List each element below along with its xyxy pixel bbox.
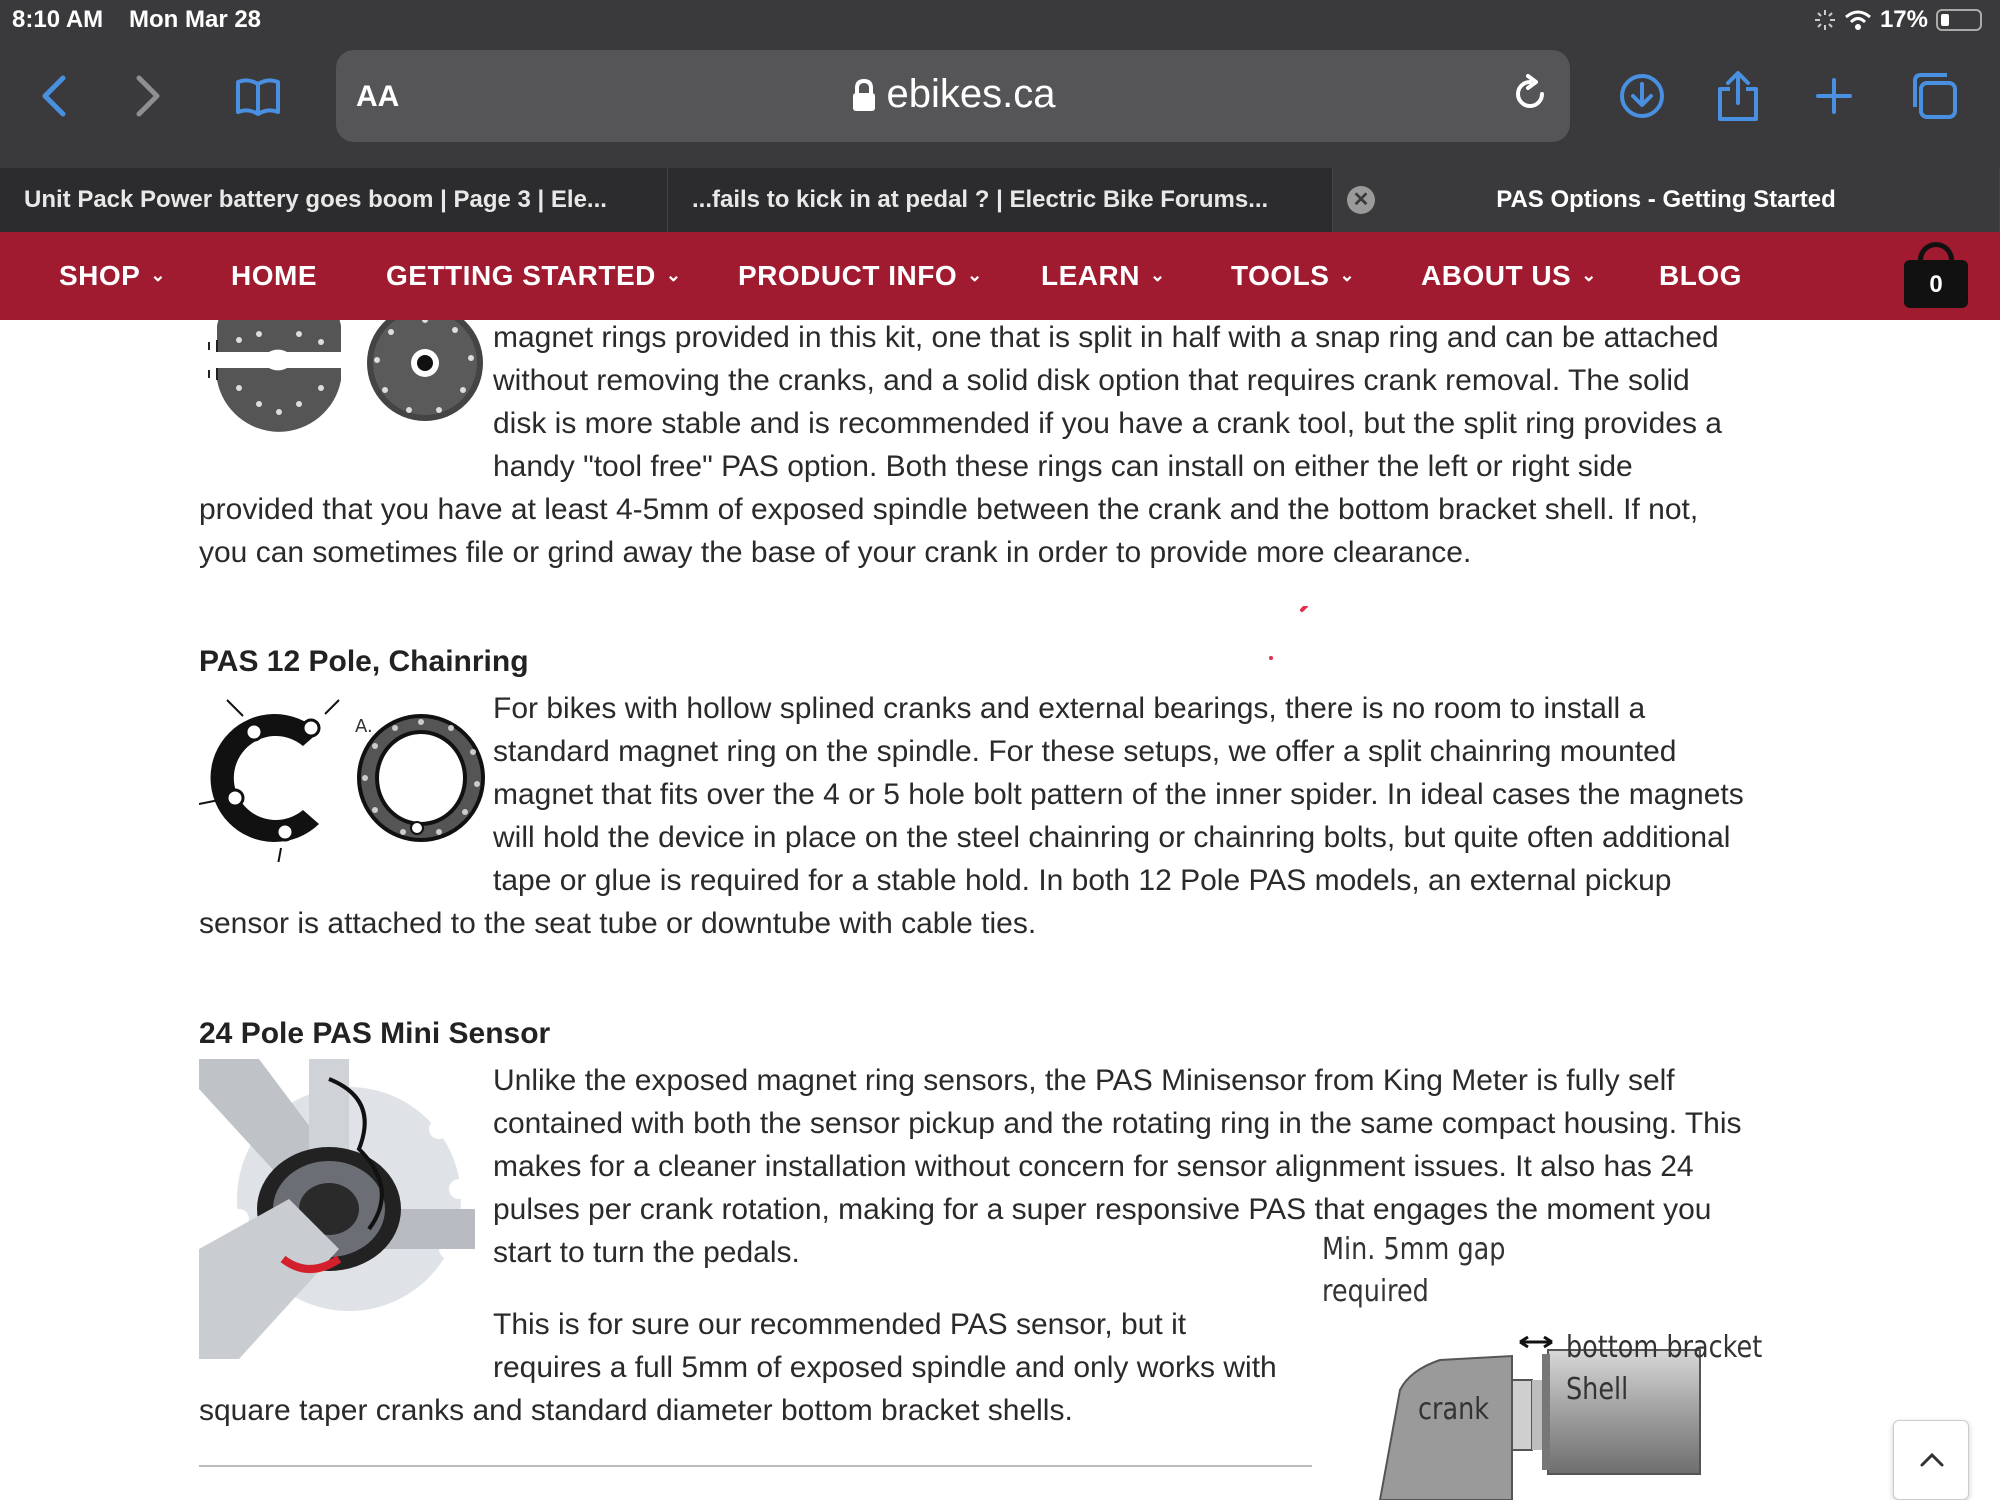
nav-label: TOOLS (1231, 260, 1330, 291)
chevron-down-icon: ⌄ (1149, 265, 1166, 285)
lock-icon (851, 79, 877, 113)
tab-label: PAS Options - Getting Started (1496, 186, 1836, 213)
tabs-overview-button[interactable] (1906, 68, 1962, 124)
scroll-top-button[interactable] (1893, 1420, 1969, 1500)
nav-label: GETTING STARTED (386, 260, 656, 291)
browser-toolbar (0, 0, 2000, 168)
magnet-rings-image (199, 320, 489, 455)
nav-label: SHOP (59, 260, 141, 291)
text-line: Unlike the exposed magnet ring sensors, the PAS Minisensor from King Meter is fully self (493, 1064, 1675, 1097)
download-icon (1618, 72, 1666, 120)
status-time: 8:10 AM (12, 6, 104, 33)
text-line: without removing the cranks, and a solid disk option that requires crank removal. The solid (493, 364, 1690, 397)
forward-button[interactable] (120, 68, 176, 124)
nav-label: BLOG (1659, 260, 1742, 291)
chainring-paragraph-cont (199, 902, 1036, 945)
nav-about-us[interactable] (1421, 260, 1597, 292)
tab-label: Unit Pack Power battery goes boom | Page 3 | Ele... (24, 186, 607, 213)
status-date: Mon Mar 28 (129, 6, 262, 33)
text-line: start to turn the pedals. (493, 1236, 800, 1269)
chevron-down-icon: ⌄ (150, 265, 166, 285)
tabs-icon (1909, 71, 1959, 121)
nav-getting-started[interactable] (386, 260, 681, 292)
gap-label-required: required (1322, 1274, 1429, 1309)
split-ring-paragraph (493, 320, 1722, 488)
nav-home[interactable] (231, 260, 317, 292)
nav-tools[interactable] (1231, 260, 1355, 292)
split-ring-paragraph-cont (199, 488, 1698, 574)
chevron-down-icon: ⌄ (1339, 265, 1356, 285)
status-bar (0, 0, 2000, 40)
text-line: requires a full 5mm of exposed spindle and only works with (493, 1351, 1277, 1384)
text-line: handy "tool free" PAS option. Both these rings can install on either the left or right side (493, 450, 1633, 483)
share-button[interactable] (1710, 68, 1766, 124)
chevron-down-icon: ⌄ (967, 265, 983, 285)
text-line: standard magnet ring on the spindle. For these setups, we offer a split chainring mounted (493, 735, 1677, 768)
wifi-icon (1844, 9, 1872, 31)
text-line: square taper cranks and standard diameter bottom bracket shells. (199, 1394, 1073, 1427)
mini-sensor-heading: 24 Pole PAS Mini Sensor (199, 1017, 551, 1050)
reload-icon[interactable] (1510, 74, 1550, 114)
text-line: will hold the device in place on the steel chainring or chainring bolts, but quite often additional (493, 821, 1731, 854)
tab-label: ...fails to kick in at pedal ? | Electric Bike Forums... (692, 186, 1269, 213)
text-line: sensor is attached to the seat tube or downtube with cable ties. (199, 907, 1037, 940)
text-line: contained with both the sensor pickup and the rotating ring in the same compact housing. This (493, 1107, 1742, 1140)
text-line: disk is more stable and is recommended if you have a crank tool, but the split ring provides a (493, 407, 1722, 440)
nav-label: LEARN (1041, 260, 1140, 291)
new-tab-button[interactable] (1806, 68, 1862, 124)
tab-unit-pack[interactable] (0, 168, 668, 232)
text-line: This is for sure our recommended PAS sensor, but it (493, 1308, 1187, 1341)
battery-percent: 17% (1879, 6, 1928, 33)
chainring-paragraph (493, 687, 1744, 902)
address-bar[interactable] (336, 50, 1570, 142)
figure-label: A. (355, 716, 373, 737)
mini-sensor-image (199, 1059, 475, 1359)
bb-label: bottom bracket (1566, 1330, 1763, 1365)
back-icon (39, 74, 69, 118)
cart-button[interactable] (1904, 238, 1968, 308)
bookmarks-icon (234, 76, 282, 116)
cart-count: 0 (1929, 271, 1943, 298)
text-size-button[interactable]: AA (356, 80, 400, 113)
chevron-down-icon: ⌄ (1581, 265, 1597, 285)
url-host: ebikes.ca (886, 72, 1056, 116)
chevron-down-icon: ⌄ (665, 265, 682, 285)
gap-label (1322, 1232, 1505, 1267)
new-tab-icon (1814, 76, 1854, 116)
battery-icon (1936, 9, 1982, 31)
nav-learn[interactable] (1041, 260, 1166, 292)
text-line: magnet rings provided in this kit, one that is split in half with a snap ring and can be attached (493, 321, 1719, 354)
red-marks (1268, 606, 1308, 666)
share-icon (1716, 71, 1760, 121)
back-button[interactable] (26, 68, 82, 124)
nav-shop[interactable] (59, 260, 166, 292)
text-line: you can sometimes file or grind away the base of your crank in order to provide more clearance. (199, 536, 1472, 569)
tab-bar (0, 168, 2000, 232)
section-divider (199, 1465, 1312, 1467)
text-line: makes for a cleaner installation without concern for sensor alignment issues. It also has 24 (493, 1150, 1694, 1183)
recommended-paragraph (493, 1303, 1277, 1389)
close-tab-icon[interactable]: ✕ (1347, 186, 1375, 214)
gap-label-line: Min. 5mm gap (1322, 1232, 1506, 1267)
tab-electric-bike-forums[interactable] (668, 168, 1333, 232)
text-line: magnet that fits over the 4 or 5 hole bolt pattern of the inner spider. In ideal cases the magnets (493, 778, 1744, 811)
recommended-paragraph-cont (199, 1389, 1073, 1432)
text-line: For bikes with hollow splined cranks and external bearings, there is no room to install a (493, 692, 1646, 725)
bb-label-shell: Shell (1566, 1372, 1629, 1407)
forward-icon (133, 74, 163, 118)
chainring-heading: PAS 12 Pole, Chainring (199, 645, 529, 678)
text-line: pulses per crank rotation, making for a super responsive PAS that engages the moment you (493, 1193, 1712, 1226)
mini-sensor-paragraph (493, 1059, 1742, 1274)
nav-label: PRODUCT INFO (738, 260, 958, 291)
text-line: tape or glue is required for a stable hold. In both 12 Pole PAS models, an external pickup (493, 864, 1672, 897)
nav-blog[interactable] (1659, 260, 1742, 292)
download-button[interactable] (1614, 68, 1670, 124)
tab-pas-options[interactable] (1333, 168, 2000, 232)
site-nav (0, 232, 2000, 320)
activity-icon (1814, 9, 1836, 31)
article-content (0, 320, 2000, 1500)
bookmarks-button[interactable] (230, 68, 286, 124)
nav-label: HOME (231, 260, 317, 291)
chevron-up-icon (1916, 1449, 1948, 1469)
text-line: provided that you have at least 4-5mm of exposed spindle between the crank and the bottom bracket shell. If not, (199, 493, 1699, 526)
crank-label: crank (1418, 1392, 1490, 1427)
nav-product-info[interactable] (738, 260, 983, 292)
nav-label: ABOUT US (1421, 260, 1572, 291)
chainring-magnet-image (199, 692, 489, 862)
